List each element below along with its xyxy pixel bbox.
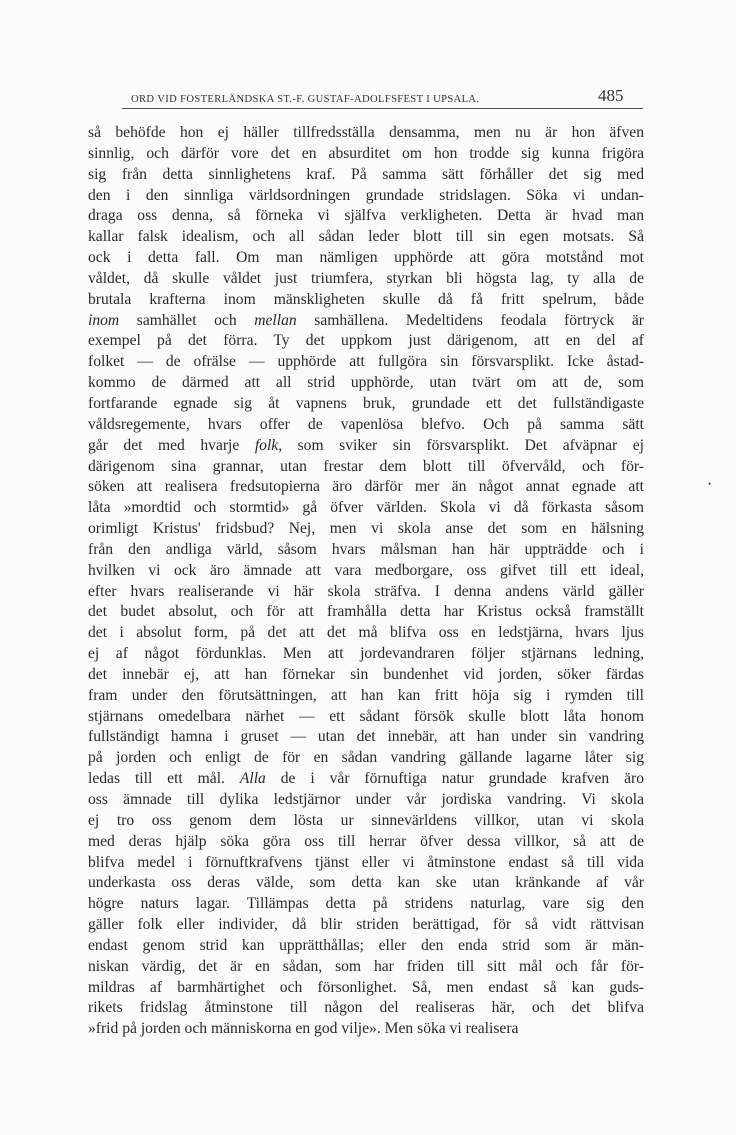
header-rule: [122, 108, 643, 109]
line-text: från den andliga värld, såsom hvars målsman han här uppträdde och i: [88, 540, 644, 558]
line-text: blifva medel i förnuftkrafvens tjänst eller vi åtminstone endast så till vida: [88, 853, 644, 871]
line-text: folket — de ofrälse — upphörde att fullgöra sin försvarsplikt. Icke åstad-: [88, 353, 644, 371]
line-text: på jorden och enligt de för en sådan vandring gällande lagarne låter sig: [88, 749, 644, 767]
text-line: [88, 769, 644, 790]
line-text: efter hvars realiserande vi här skola sträfva. I denna andens värld gäller: [88, 582, 644, 600]
text-line: [88, 623, 644, 644]
text-line: [88, 644, 644, 665]
text-line: [88, 290, 644, 311]
text-line: [88, 144, 644, 165]
text-line: [88, 206, 644, 227]
text-line: [88, 1019, 644, 1040]
line-text: mildras af barmhärtighet och försonlighet. Så, men endast så kan guds-: [88, 978, 644, 996]
line-text: hvilken vi ock äro ämnade att vara medborgare, oss gifvet till ett ideal,: [88, 561, 644, 579]
running-head: ORD VID FOSTERLÄNDSKA ST.-F. GUSTAF-ADOLFSFEST I UPSALA.: [131, 94, 480, 105]
text-line: [88, 519, 644, 540]
text-line: [88, 873, 644, 894]
line-text: våldet, då skulle våldet just triumfera, styrkan bli högsta lag, ty alla de: [88, 269, 644, 287]
line-text: ej tro oss genom dem lösta ur sinnevärldens villkor, utan vi skola: [88, 811, 644, 829]
text-line: [88, 915, 644, 936]
text-line: [88, 998, 644, 1019]
text-line: [88, 727, 644, 748]
line-text: kallar falsk idealism, och all sådan leder blott till sin egen motsats. Så: [88, 228, 644, 246]
text-line: [88, 269, 644, 290]
line-text: endast genom strid kan upprätthållas; eller den enda strid som är män-: [88, 936, 644, 954]
text-line: [88, 165, 644, 186]
text-line: [88, 227, 644, 248]
text-line: [88, 352, 644, 373]
line-text: låta »mordtid och stormtid» gå öfver världen. Skola vi då förkasta såsom: [88, 499, 644, 517]
line-text: som sviker sin försvarsplikt. Det afväpnar ej: [282, 436, 644, 454]
text-line: [88, 853, 644, 874]
text-line: [88, 477, 644, 498]
line-text: gäller folk eller individer, då blir striden berättigad, för så vidt rättvisan: [88, 916, 644, 934]
line-text: niskan värdig, det är en sådan, som har friden till sitt mål och får för-: [88, 957, 644, 975]
line-text: samhället och: [119, 311, 255, 329]
text-line: [88, 394, 644, 415]
text-line: [88, 602, 644, 623]
line-text: exempel på det förra. Ty det uppkom just därigenom, att en del af: [88, 332, 644, 350]
text-line: [88, 248, 644, 269]
line-text: brutala krafterna inom mänskligheten skulle då få fritt spelrum, både: [88, 290, 644, 308]
line-text: det innebär ej, att han förnekar sin bundenhet vid jorden, söker färdas: [88, 665, 644, 683]
text-line: [88, 790, 644, 811]
line-text: rikets fridslag åtminstone till någon del realiseras här, och det blifva: [88, 999, 644, 1017]
line-text: det budet absolut, och för att framhålla detta har Kristus också framställt: [88, 603, 644, 621]
italic-word: folk,: [254, 436, 283, 454]
margin-mark: •: [708, 479, 712, 489]
line-text: det i absolut form, på det att det må blifva oss en ledstjärna, hvars ljus: [88, 624, 644, 642]
text-line: [88, 936, 644, 957]
text-line: [88, 957, 644, 978]
line-text: ledas till ett mål.: [88, 770, 240, 788]
line-text: med deras hjälp söka göra oss till herrar öfver dessa villkor, så att de: [88, 832, 644, 850]
line-text: fortfarande egnade sig åt vapnens bruk, grundade ett det fullständigaste: [88, 394, 644, 412]
line-text: den i den sinnliga världsordningen grundade stridslagen. Söka vi undan-: [88, 186, 644, 204]
text-line: [88, 498, 644, 519]
italic-word: mellan: [254, 311, 297, 329]
body-text: [88, 123, 644, 1040]
line-text: söken att realisera fredsutopierna äro därför mer än något annat egnade att: [88, 478, 644, 496]
text-line: [88, 373, 644, 394]
italic-word: Alla: [239, 770, 266, 788]
line-text: »frid på jorden och människorna en god vilje». Men söka vi realisera: [88, 1020, 519, 1038]
line-text: våldsregemente, hvars offer de vapenlösa blefvo. Och på samma sätt: [88, 415, 644, 433]
text-line: [88, 811, 644, 832]
text-line: [88, 457, 644, 478]
text-line: [88, 331, 644, 352]
line-text: kommo de därmed att all strid upphörde, utan tvärt om att de, som: [88, 374, 644, 392]
line-text: oss ämnade till dylika ledstjärnor under vår jordiska vandring. Vi skola: [88, 791, 644, 808]
line-text: de i vår förnuftiga natur grundade krafven äro: [265, 770, 644, 788]
text-line: [88, 123, 644, 144]
line-text: samhällena. Medeltidens feodala förtryck är: [296, 311, 644, 329]
line-text: sinnlig, och därför vore det en absurditet om hon trodde sig kunna frigöra: [88, 144, 644, 162]
line-text: sig från detta sinnlighetens kraf. På samma sätt förhåller det sig med: [88, 165, 644, 183]
line-text: fram under den förutsättningen, att han kan fritt höja sig i rymden till: [88, 686, 644, 704]
line-text: underkasta oss deras välde, som detta kan ske utan kränkande af vår: [88, 874, 644, 892]
line-text: går det med hvarje: [88, 436, 255, 454]
text-line: [88, 686, 644, 707]
text-line: [88, 582, 644, 603]
line-text: ej af något fördunklas. Men att jordevandraren följer stjärnans ledning,: [88, 645, 644, 663]
text-line: [88, 978, 644, 999]
line-text: orimligt Kristus' fridsbud? Nej, men vi skola anse det som en hälsning: [88, 520, 644, 538]
text-line: [88, 540, 644, 561]
text-line: [88, 186, 644, 207]
line-text: draga oss denna, så förneka vi själfva verkligheten. Detta är hvad man: [88, 207, 644, 225]
text-line: [88, 436, 644, 457]
text-line: [88, 665, 644, 686]
line-text: därigenom sina grannar, utan frestar dem blott till öfvervåld, och för-: [88, 457, 644, 475]
line-text: stjärnans omedelbara närhet — ett sådant försök skulle blott låta honom: [88, 707, 644, 725]
line-text: ock i detta fall. Om man nämligen upphörde att göra motstånd mot: [88, 249, 644, 267]
text-line: [88, 311, 644, 332]
text-line: [88, 707, 644, 728]
line-text: högre naturs lagar. Tillämpas detta på stridens naturlag, vare sig den: [88, 895, 644, 913]
text-line: [88, 894, 644, 915]
text-line: [88, 415, 644, 436]
line-text: fullständigt hamna i gruset — utan det innebär, att han under sin vandring: [88, 728, 644, 746]
page-number: 485: [598, 86, 624, 105]
text-line: [88, 748, 644, 769]
text-line: [88, 832, 644, 853]
italic-word: inom: [88, 311, 120, 329]
text-line: [88, 561, 644, 582]
line-text: så behöfde hon ej häller tillfredsställa densamma, men nu är hon äfven: [88, 124, 644, 141]
